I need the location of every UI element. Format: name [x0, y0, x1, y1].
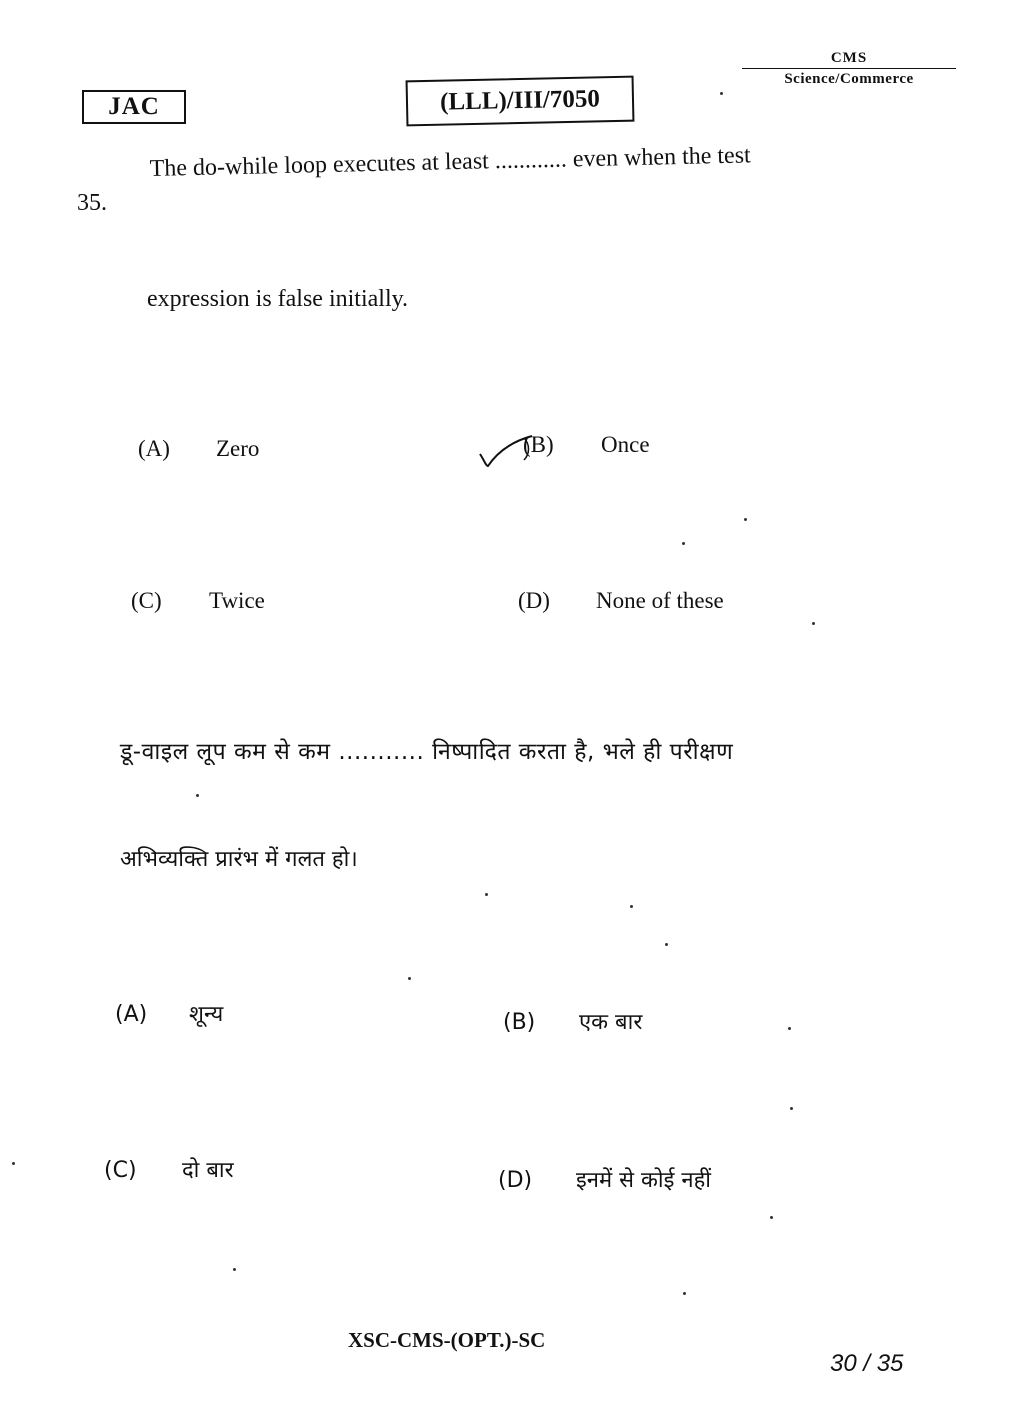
scan-speck	[682, 542, 685, 545]
option-label: (B)	[523, 432, 554, 457]
subject-divider	[742, 68, 956, 69]
option-b	[523, 432, 650, 458]
option-a	[138, 436, 259, 462]
option-label: (C)	[131, 588, 162, 613]
scan-speck	[770, 1216, 773, 1219]
option-label: (B)	[503, 1010, 536, 1035]
scan-speck	[485, 893, 488, 896]
option-label: (D)	[498, 1168, 533, 1193]
hindi-question-line1: डू-वाइल लूप कम से कम ........... निष्पादित करता है, भले ही परीक्षण	[120, 739, 734, 765]
option-label: (C)	[104, 1158, 137, 1183]
stream-name: Science/Commerce	[784, 71, 914, 87]
option-c	[131, 588, 265, 614]
scan-speck	[790, 1107, 793, 1110]
question-number: 35.	[77, 190, 107, 216]
series-code: XSC-CMS-(OPT.)-SC	[348, 1328, 546, 1352]
option-label: (A)	[138, 436, 170, 461]
scan-speck	[665, 943, 668, 946]
hindi-option-b	[503, 1006, 642, 1036]
option-text: Twice	[209, 588, 265, 613]
page-number: 30 / 35	[830, 1350, 904, 1377]
scan-speck	[788, 1027, 791, 1030]
paper-code: (LLL)/III/7050	[406, 76, 635, 127]
scan-speck	[630, 905, 633, 908]
scan-speck	[720, 92, 723, 95]
handwritten-check-icon	[478, 432, 538, 472]
board-label: JAC	[82, 90, 186, 124]
scan-speck	[233, 1268, 236, 1271]
scan-speck	[408, 977, 411, 980]
hindi-option-a	[115, 998, 223, 1028]
option-text: None of these	[596, 588, 724, 613]
option-label: (A)	[115, 1002, 148, 1027]
subject-block	[742, 50, 956, 88]
option-text: इनमें से कोई नहीं	[576, 1168, 712, 1193]
option-text: दो बार	[182, 1158, 234, 1183]
option-text: Zero	[216, 436, 260, 461]
hindi-question-line2: अभिव्यक्ति प्रारंभ में गलत हो।	[120, 847, 358, 872]
question-text-line1: The do-while loop executes at least ............ even when the test	[149, 142, 751, 183]
scan-speck	[744, 518, 747, 521]
option-label: (D)	[518, 588, 550, 613]
hindi-option-c	[104, 1154, 234, 1184]
scan-speck	[196, 794, 199, 797]
option-text: Once	[601, 432, 650, 457]
scan-speck	[12, 1162, 15, 1165]
option-text: शून्य	[189, 1002, 224, 1027]
scan-speck	[812, 622, 815, 625]
option-d	[518, 588, 724, 614]
question-text-line2: expression is false initially.	[147, 286, 409, 312]
subject-name: CMS	[830, 50, 868, 66]
scan-speck	[683, 1292, 686, 1295]
hindi-option-d	[498, 1164, 711, 1194]
option-text: एक बार	[579, 1010, 643, 1035]
